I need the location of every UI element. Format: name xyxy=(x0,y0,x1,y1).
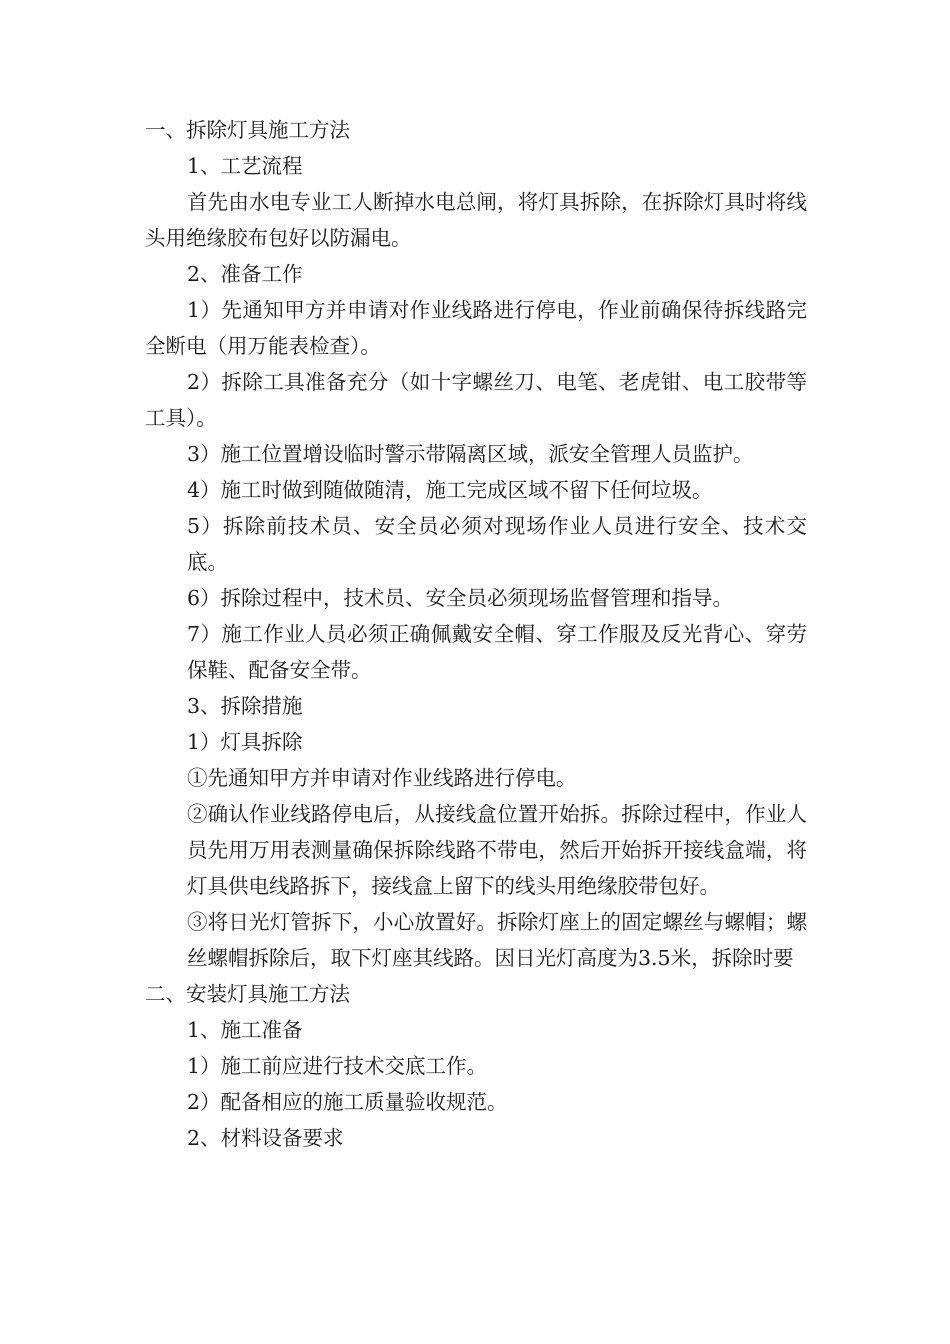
subheading-construction-prep: 1、施工准备 xyxy=(187,1018,303,1042)
list-item-step-2: ②确认作业线路停电后，从接线盒位置开始拆。拆除过程中，作业人员先用万用表测量确保拆除线路不带电，然后开始拆开接线盒端，将灯具供电线路拆下，接线盒上留下的线头用绝缘胶带包好。 xyxy=(187,802,807,898)
list-item-prep-7: 7）施工作业人员必须正确佩戴安全帽、穿工作服及反光背心、穿劳保鞋、配备安全带。 xyxy=(187,622,807,682)
list-item-lamp-removal: 1）灯具拆除 xyxy=(187,730,303,754)
subheading-materials: 2、材料设备要求 xyxy=(187,1126,344,1150)
section-heading-1: 一、拆除灯具施工方法 xyxy=(145,118,350,142)
subheading-process-flow: 1、工艺流程 xyxy=(187,154,303,178)
list-item-step-3: ③将日光灯管拆下，小心放置好。拆除灯座上的固定螺丝与螺帽；螺丝螺帽拆除后，取下灯座其线路。因日光灯高度为3.5米，拆除时要 xyxy=(187,910,807,970)
list-item-prep-5: 5）拆除前技术员、安全员必须对现场作业人员进行安全、技术交底。 xyxy=(187,514,807,574)
paragraph-process-flow: 首先由水电专业工人断掉水电总闸，将灯具拆除，在拆除灯具时将线头用绝缘胶布包好以防漏电。 xyxy=(145,190,807,250)
list-item-prep-3: 3）施工位置增设临时警示带隔离区域，派安全管理人员监护。 xyxy=(187,442,754,466)
list-item-step-1: ①先通知甲方并申请对作业线路进行停电。 xyxy=(187,766,577,790)
subheading-removal-measures: 3、拆除措施 xyxy=(187,694,303,718)
list-item-construction-2: 2）配备相应的施工质量验收规范。 xyxy=(187,1090,508,1114)
list-item-prep-2: 2）拆除工具准备充分（如十字螺丝刀、电笔、老虎钳、电工胶带等工具）。 xyxy=(145,370,807,430)
document-body xyxy=(145,112,807,1156)
section-heading-2: 二、安装灯具施工方法 xyxy=(145,982,350,1006)
list-item-prep-1: 1）先通知甲方并申请对作业线路进行停电，作业前确保待拆线路完全断电（用万能表检查）。 xyxy=(145,298,807,358)
list-item-prep-4: 4）施工时做到随做随清，施工完成区域不留下任何垃圾。 xyxy=(187,478,713,502)
subheading-preparation: 2、准备工作 xyxy=(187,262,303,286)
list-item-construction-1: 1）施工前应进行技术交底工作。 xyxy=(187,1054,488,1078)
list-item-prep-6: 6）拆除过程中，技术员、安全员必须现场监督管理和指导。 xyxy=(187,586,734,610)
